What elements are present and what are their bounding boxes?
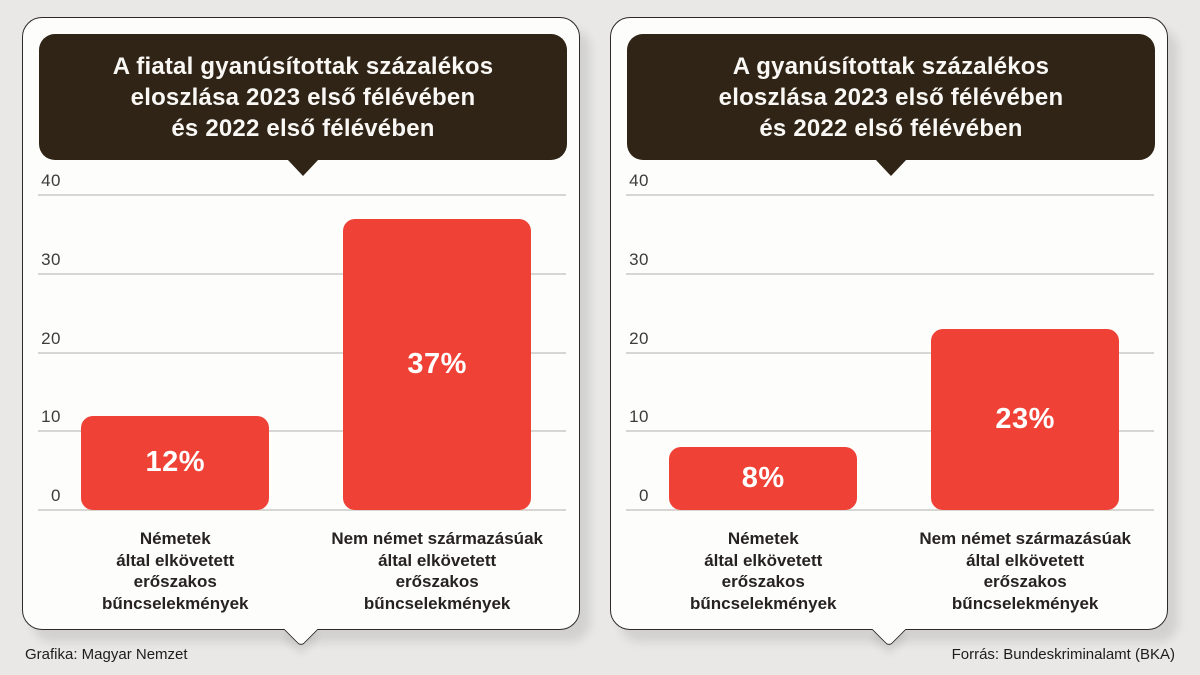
chart-title-bubble <box>627 34 1155 160</box>
category-labels <box>38 528 566 623</box>
chart-title-line: és 2022 első félévében <box>171 115 435 142</box>
category-line: Nem német származásúak <box>331 529 543 548</box>
gridline-30 <box>626 249 1154 275</box>
chart-title-line: eloszlása 2023 első félévében <box>718 84 1064 111</box>
gridline-40 <box>626 171 1154 196</box>
plot-area <box>626 171 1154 509</box>
category-label-germans <box>643 528 883 614</box>
category-line: bűncselekmények <box>363 593 511 613</box>
category-line: bűncselekmények <box>951 593 1099 613</box>
y-tick-label: 20 <box>629 328 649 348</box>
category-line: által elkövetett <box>378 550 497 570</box>
title-pointer-icon <box>287 159 319 176</box>
y-tick-label: 20 <box>41 328 61 348</box>
bar-value-label: 12% <box>145 446 206 479</box>
bar-germans <box>81 416 269 511</box>
plot-area <box>38 171 566 509</box>
category-line: által elkövetett <box>116 550 235 570</box>
category-line: Németek <box>139 529 211 548</box>
graphics-credit: Grafika: Magyar Nemzet <box>25 646 188 663</box>
category-label-non-germans <box>287 528 587 614</box>
y-tick-label: 40 <box>629 171 649 190</box>
bar-germans <box>669 447 857 510</box>
chart-title-line: A gyanúsítottak százalékos <box>732 53 1050 80</box>
chart-title-line: eloszlása 2023 első félévében <box>130 84 476 111</box>
title-pointer-icon <box>875 159 907 176</box>
category-line: erőszakos <box>721 572 805 591</box>
chart-card-young-suspects <box>22 17 580 630</box>
category-line: bűncselekmények <box>102 593 249 613</box>
category-line: által elkövetett <box>704 550 823 570</box>
gridline-40 <box>38 171 566 196</box>
bar-value-label: 23% <box>995 402 1055 435</box>
y-tick-label: 0 <box>639 486 649 505</box>
y-tick-label: 30 <box>41 249 61 269</box>
category-label-germans <box>55 528 295 614</box>
source-credit: Forrás: Bundeskriminalamt (BKA) <box>951 646 1175 663</box>
bar-value-label: 8% <box>741 462 785 494</box>
y-tick-label: 10 <box>41 407 61 427</box>
category-line: erőszakos <box>983 572 1067 591</box>
chart-card-all-suspects <box>610 17 1168 630</box>
category-line: Nem német származásúak <box>919 529 1131 548</box>
bar-non-germans <box>343 219 531 510</box>
category-label-non-germans <box>875 528 1175 614</box>
category-line: erőszakos <box>133 572 217 591</box>
category-line: bűncselekmények <box>690 593 837 613</box>
category-line: által elkövetett <box>966 550 1085 570</box>
y-tick-label: 40 <box>41 171 61 190</box>
chart-title-bubble <box>39 34 567 160</box>
category-labels <box>626 528 1154 623</box>
category-line: Németek <box>727 529 799 548</box>
bar-value-label: 37% <box>407 347 467 380</box>
category-line: erőszakos <box>395 572 479 591</box>
y-tick-label: 0 <box>51 486 61 505</box>
chart-title-line: A fiatal gyanúsítottak százalékos <box>112 53 494 80</box>
y-tick-label: 30 <box>629 249 649 269</box>
bar-non-germans <box>931 329 1119 510</box>
chart-title-line: és 2022 első félévében <box>759 115 1023 142</box>
y-tick-label: 10 <box>629 407 649 427</box>
